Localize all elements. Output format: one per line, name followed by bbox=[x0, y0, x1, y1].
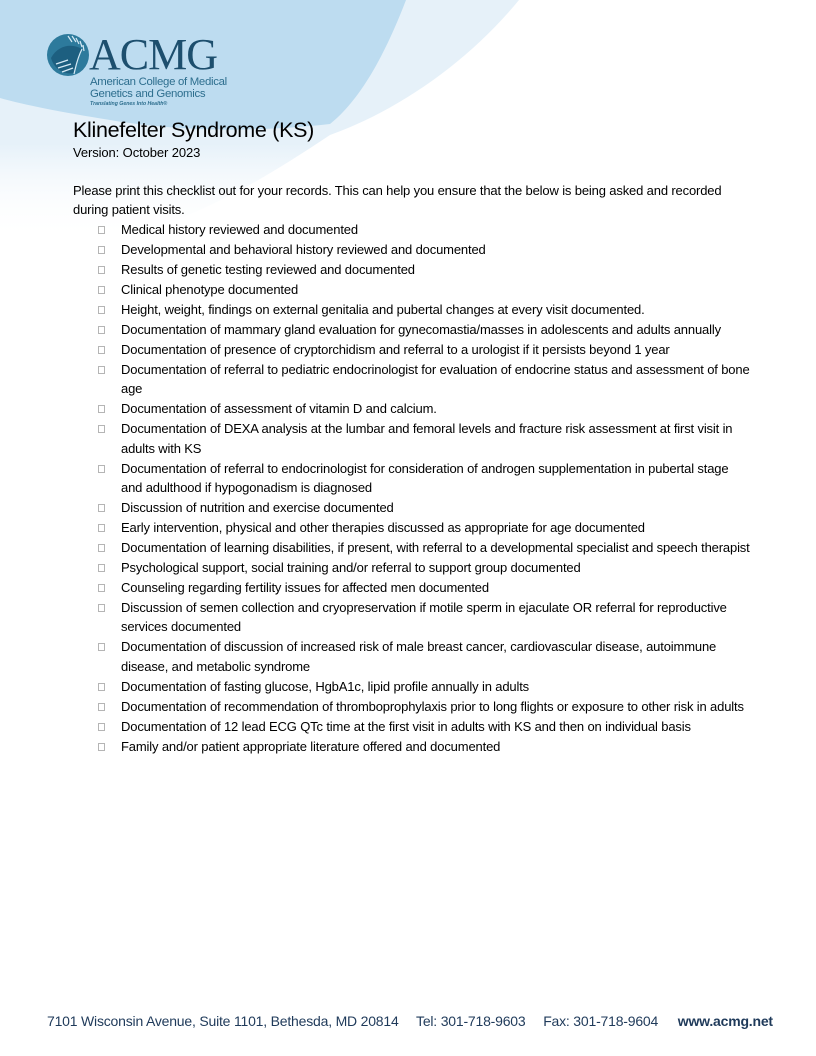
checklist-item-label: Documentation of referral to endocrinologist for consideration of androgen supplementation in pubertal stage and adulthood if hypogonadism is diagnosed bbox=[121, 460, 729, 496]
logo-org-name bbox=[90, 76, 227, 100]
checklist-item bbox=[73, 717, 753, 736]
checklist-item bbox=[73, 538, 753, 557]
footer bbox=[47, 1012, 787, 1030]
checklist-item bbox=[73, 280, 753, 299]
checklist-item-label: Height, weight, findings on external genitalia and pubertal changes at every visit documented. bbox=[121, 301, 645, 317]
document-body bbox=[73, 116, 753, 757]
checkbox-icon[interactable] bbox=[98, 504, 105, 512]
checklist-item bbox=[73, 697, 753, 716]
checklist-item-label: Documentation of presence of cryptorchidism and referral to a urologist if it persists beyond 1 year bbox=[121, 341, 670, 357]
checkbox-icon[interactable] bbox=[98, 465, 105, 473]
checklist-item bbox=[73, 300, 753, 319]
checklist-item-label: Early intervention, physical and other therapies discussed as appropriate for age documented bbox=[121, 520, 645, 536]
checklist-item bbox=[73, 360, 753, 399]
checkbox-icon[interactable] bbox=[98, 604, 105, 612]
footer-website-link[interactable]: www.acmg.net bbox=[677, 1013, 773, 1029]
checklist-item bbox=[73, 459, 753, 498]
checkbox-icon[interactable] bbox=[98, 564, 105, 572]
checkbox-icon[interactable] bbox=[98, 226, 105, 234]
checklist-item bbox=[73, 637, 753, 676]
checkbox-icon[interactable] bbox=[98, 405, 105, 413]
checklist-item bbox=[73, 598, 753, 637]
checklist-item bbox=[73, 419, 753, 458]
checklist-item bbox=[73, 578, 753, 597]
checkbox-icon[interactable] bbox=[98, 584, 105, 592]
checklist-item-label: Discussion of nutrition and exercise documented bbox=[121, 500, 394, 516]
checkbox-icon[interactable] bbox=[98, 703, 105, 711]
checklist-item bbox=[73, 518, 753, 537]
checklist-item-label: Developmental and behavioral history reviewed and documented bbox=[121, 241, 486, 257]
logo-org-line1: American College of Medical bbox=[90, 76, 227, 88]
checkbox-icon[interactable] bbox=[98, 266, 105, 274]
intro-paragraph: Please print this checklist out for your records. This can help you ensure that the below is being asked and recorded during patient visits. bbox=[73, 183, 722, 218]
acmg-logo bbox=[46, 30, 246, 113]
checklist-item-label: Documentation of recommendation of thromboprophylaxis prior to long flights or exposure to other risk in adults bbox=[121, 698, 744, 714]
logo-tagline: Translating Genes Into Health® bbox=[90, 101, 168, 107]
dna-globe-icon bbox=[46, 33, 90, 77]
checkbox-icon[interactable] bbox=[98, 643, 105, 651]
page-title: Klinefelter Syndrome (KS) bbox=[73, 118, 315, 142]
checklist-item bbox=[73, 320, 753, 339]
checklist-item-label: Documentation of assessment of vitamin D and calcium. bbox=[121, 401, 437, 417]
logo-wordmark: ACMG bbox=[89, 30, 218, 79]
checklist-item-label: Results of genetic testing reviewed and documented bbox=[121, 261, 415, 277]
checklist-item bbox=[73, 260, 753, 279]
checkbox-icon[interactable] bbox=[98, 346, 105, 354]
checklist-item-label: Documentation of fasting glucose, HgbA1c, lipid profile annually in adults bbox=[121, 678, 530, 694]
checkbox-icon[interactable] bbox=[98, 425, 105, 433]
checklist-item bbox=[73, 340, 753, 359]
checklist-item-label: Documentation of discussion of increased risk of male breast cancer, cardiovascular disease, autoimmune disease, and metabolic syndrome bbox=[121, 639, 717, 674]
checklist-item bbox=[73, 498, 753, 517]
checklist-item-label: Documentation of 12 lead ECG QTc time at the first visit in adults with KS and then on individual basis bbox=[121, 718, 691, 734]
checklist-item bbox=[73, 399, 753, 418]
checklist-item bbox=[73, 677, 753, 696]
checkbox-icon[interactable] bbox=[98, 366, 105, 374]
logo-org-line2: Genetics and Genomics bbox=[90, 88, 206, 100]
checklist-item-label: Medical history reviewed and documented bbox=[121, 221, 358, 237]
checkbox-icon[interactable] bbox=[98, 524, 105, 532]
checkbox-icon[interactable] bbox=[98, 246, 105, 254]
footer-tel: Tel: 301-718-9603 bbox=[416, 1013, 526, 1029]
checkbox-icon[interactable] bbox=[98, 743, 105, 751]
checklist-item-label: Counseling regarding fertility issues for affected men documented bbox=[121, 580, 489, 596]
checkbox-icon[interactable] bbox=[98, 544, 105, 552]
footer-fax: Fax: 301-718-9604 bbox=[543, 1013, 659, 1029]
checkbox-icon[interactable] bbox=[98, 286, 105, 294]
checklist-item-label: Documentation of mammary gland evaluation for gynecomastia/masses in adolescents and adults annually bbox=[121, 321, 721, 337]
checklist-item-label: Clinical phenotype documented bbox=[121, 281, 299, 297]
checklist-item bbox=[73, 737, 753, 756]
checklist-item-label: Psychological support, social training and/or referral to support group documented bbox=[121, 560, 581, 576]
checklist-item-label: Documentation of referral to pediatric endocrinologist for evaluation of endocrine status and assessment of bone age bbox=[121, 361, 750, 397]
version-label: Version: October 2023 bbox=[73, 145, 201, 160]
checkbox-icon[interactable] bbox=[98, 723, 105, 731]
checkbox-icon[interactable] bbox=[98, 306, 105, 314]
checklist-item-label: Discussion of semen collection and cryopreservation if motile sperm in ejaculate OR referral for reproductive services documented bbox=[121, 600, 727, 635]
checklist-item bbox=[73, 240, 753, 259]
checklist-item-label: Family and/or patient appropriate literature offered and documented bbox=[121, 738, 501, 754]
checklist-item-label: Documentation of DEXA analysis at the lumbar and femoral levels and fracture risk assessment at first visit in adults with KS bbox=[121, 421, 733, 456]
footer-address: 7101 Wisconsin Avenue, Suite 1101, Bethesda, MD 20814 bbox=[47, 1013, 399, 1029]
checklist-item-label: Documentation of learning disabilities, if present, with referral to a developmental specialist and speech therapist bbox=[121, 540, 750, 556]
checklist-item bbox=[73, 558, 753, 577]
checkbox-icon[interactable] bbox=[98, 683, 105, 691]
checklist bbox=[73, 220, 753, 756]
checkbox-icon[interactable] bbox=[98, 326, 105, 334]
checklist-item bbox=[73, 220, 753, 239]
